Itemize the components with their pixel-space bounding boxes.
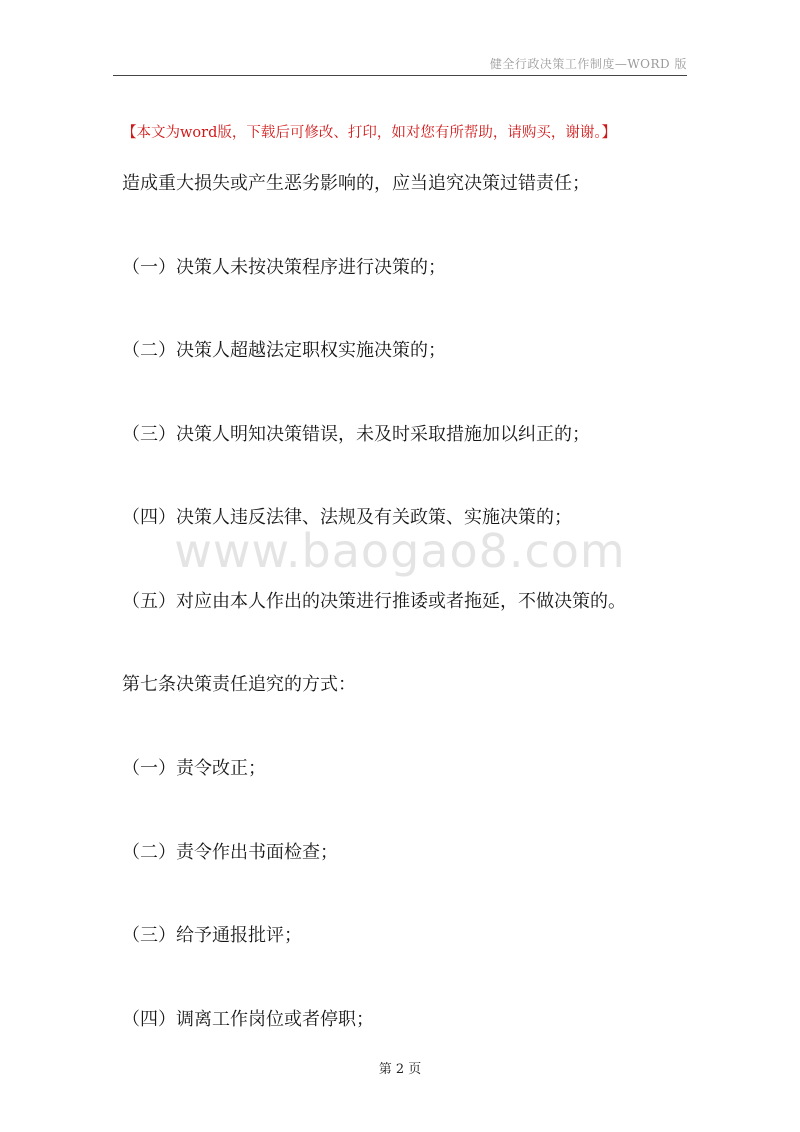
page-number: 第 2 页: [378, 1062, 422, 1077]
paragraph: （二）决策人超越法定职权实施决策的；: [122, 340, 446, 361]
paragraph: （一）决策人未按决策程序进行决策的；: [122, 257, 446, 278]
paragraph: （二）责令作出书面检查；: [122, 842, 338, 863]
section-heading: 第七条决策责任追究的方式：: [122, 674, 356, 695]
paragraph: （五）对应由本人作出的决策进行推诿或者拖延，不做决策的。: [122, 591, 626, 612]
purchase-notice: 【本文为word版，下载后可修改、打印，如对您有所帮助，请购买，谢谢。】: [122, 125, 617, 141]
paragraph: （三）给予通报批评；: [122, 925, 302, 946]
paragraph: （三）决策人明知决策错误，未及时采取措施加以纠正的；: [122, 424, 590, 445]
watermark: www.baogao8.com: [174, 524, 626, 578]
paragraph: （四）决策人违反法律、法规及有关政策、实施决策的；: [122, 507, 572, 528]
paragraph: 造成重大损失或产生恶劣影响的，应当追究决策过错责任；: [122, 173, 590, 194]
page-header-title: 健全行政决策工作制度—WORD 版: [489, 57, 687, 71]
paragraph: （四）调离工作岗位或者停职；: [122, 1009, 374, 1030]
paragraph: （一）责令改正；: [122, 758, 266, 779]
header-divider: [113, 75, 687, 76]
